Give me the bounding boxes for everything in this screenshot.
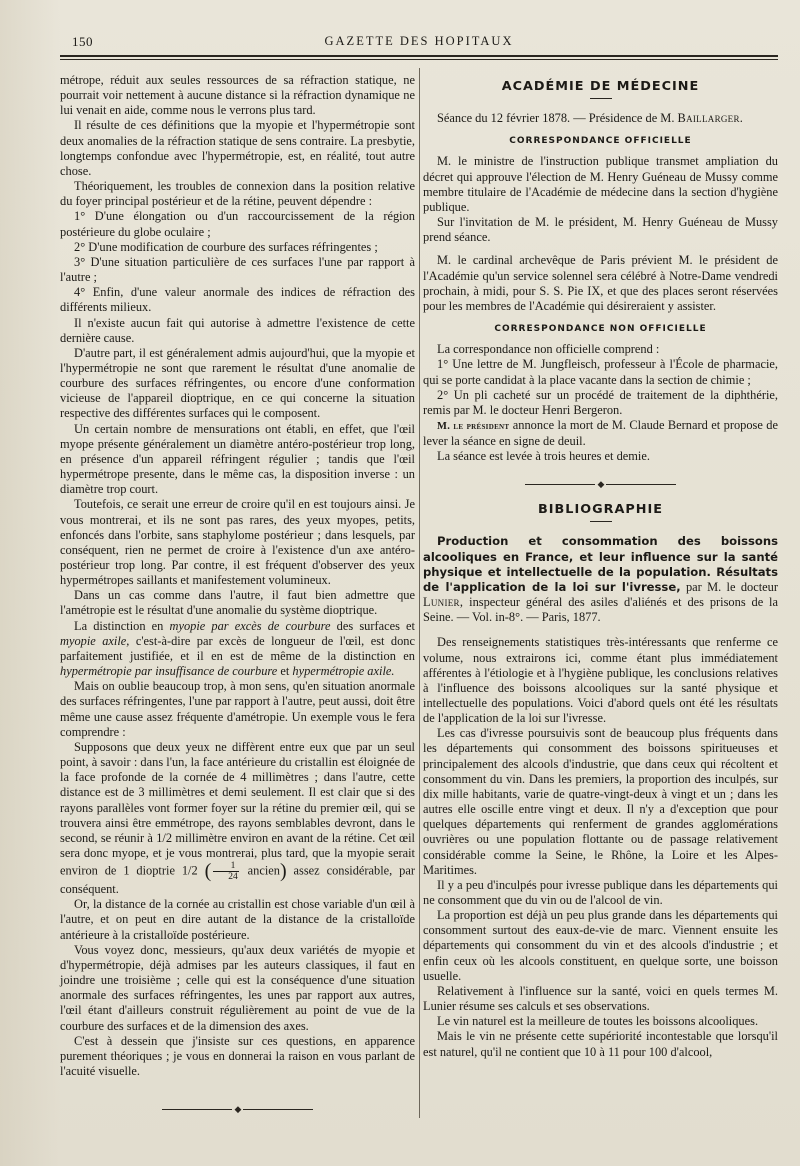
fraction-denominator: 24 (228, 872, 238, 883)
running-title: GAZETTE DES HOPITAUX (324, 34, 514, 48)
text-run: ancien (240, 863, 280, 878)
page-number: 150 (72, 34, 93, 49)
paragraph: Mais le vin ne présente cette supériorité incontestable que lorsqu'il est naturel, qu'il ne contient que 10 à 11 pour 100 d'alcool, (423, 1029, 778, 1059)
paragraph: Dans un cas comme dans l'autre, il faut bien admettre que l'amétropie est le résultat d'une anomalie du système dioptrique. (60, 588, 415, 618)
separator-ornament: ◆ (234, 1103, 241, 1114)
header-rule-thin (60, 59, 778, 60)
nonofficial-correspondence-heading: CORRESPONDANCE NON OFFICIELLE (494, 324, 707, 335)
nonofficial-correspondence (423, 342, 778, 418)
text-run: Séance du 12 février 1878. — Présidence de M. (437, 111, 678, 126)
paragraph: 2° Un pli cacheté sur un procédé de traitement de la diphthérie, remis par M. le docteur Henri Bergeron. (423, 387, 778, 417)
paragraph: Relativement à l'influence sur la santé, voici en quels termes M. Lunier résume ses calculs et ses observations. (423, 983, 778, 1014)
paragraph: Les cas d'ivresse poursuivis sont de beaucoup plus fréquents dans les départements qui consomment des boissons spiritueuses et principalement des alcools d'industrie, que dans ceux qui récoltent et consomment du vin. Dans les premiers, la proportion des inculpés, sur dix mille habitants, varie de quatre-vingt-deux à vingt et un ; dans les autres elle oscille entre vingt et deux. Il n'y a d'exception que pour quelques départements qui renferment de grandes agglomérations ouvrières ou une population flottante ou de passage relativement considérable comme la Seine, le Rhône, la Loire et les Alpes-Maritimes. (423, 726, 778, 877)
session-line (423, 111, 778, 126)
paragraph: La proportion est déjà un peu plus grande dans les départements qui consomment surtout des eaux-de-vie de marc. Viennent ensuite les départements qui consomment du vin et des alcools d'industrie ; et enfin ceux où les alcools constituent, en quelque sorte, une boisson usuelle. (423, 908, 778, 983)
italic-term: hypermétropie axile. (292, 664, 395, 679)
paragraph: Il n'existe aucun fait qui autorise à admettre l'existence de cette dernière cause. (60, 315, 415, 345)
italic-term: hypermétropie par insuffisance de courbure (60, 664, 278, 679)
separator-line (606, 484, 676, 485)
bibliography-title: BIBLIOGRAPHIE (538, 502, 663, 518)
book-entry (423, 534, 778, 625)
italic-term: myopie par excès de courbure (169, 618, 331, 633)
president-announcement (423, 418, 778, 449)
text-run: des surfaces et (330, 618, 415, 633)
paragraph: M. le ministre de l'instruction publique transmet ampliation du décret qui approuve l'élection de M. Henry Guéneau de Mussy comme membre titulaire de l'Académie de médecine dans la section d'hygiène publique. (423, 154, 778, 214)
italic-term: myopie axile, (60, 633, 130, 648)
paragraph: 1° D'une élongation ou d'un raccourcissement de la région postérieure du globe oculaire ; (60, 209, 415, 239)
header-rule-thick (60, 55, 778, 57)
paragraph: Il y a peu d'inculpés pour ivresse publique dans les départements qui ne consomment que du vin ou de l'alcool de vin. (423, 877, 778, 908)
book-title: Production et consommation des boissons alcooliques en France, et leur influence sur la santé physique et intellectuelle de la population. Résultats de l'application de la loi sur l'ivresse, (423, 534, 778, 594)
paragraph: Sur l'invitation de M. le président, M. Henry Guéneau de Mussy prend séance. (423, 215, 778, 245)
title-rule (590, 98, 612, 99)
text-run: inspecteur général des asiles d'aliénés et des prisons de la Seine. — Vol. in-8°. — Paris, 1877. (423, 595, 778, 625)
paren-open: ( (204, 860, 212, 883)
paragraph: Un certain nombre de mensurations ont établi, en effet, que l'œil myope présente généralement un diamètre antéro-postérieur trop long, en présence d'un appareil réfringent régulier ; tandis que l'œil hypermétrope presente, dans le même cas, la disposition inverse : un diamètre trop court. (60, 421, 415, 497)
text-run: et (277, 664, 293, 679)
left-paragraphs (60, 73, 415, 619)
bibliography-paragraphs (423, 635, 778, 1059)
text-run: Supposons que deux yeux ne diffèrent entre eux que par un seul point, à savoir : dans l'un, la face antérieure du cristallin est éloignée de la face profonde de la cornée de 4 millimètres ; dans l'autre, cette distance est de 3 millimètres et demi seulement. Il est clair que si des rayons parallèles vont former foyer sur la rétine du premier œil, qui se trouvera ainsi être emmétrope, des rayons semblables devront, dans le second, se réunir à 1/2 millimètre environ en avant de la rétine. Cet œil sera donc myope, et je vous montrerai, plus tard, que la myopie serait environ de 1 dioptrie 1/2 (60, 739, 415, 878)
text-run: annonce la mort de M. Claude Bernard et propose de lever la séance en signe de deuil. (423, 417, 778, 449)
page-header (60, 30, 778, 60)
text-run: assez considérable, par conséquent. (60, 863, 415, 897)
academy-title: ACADÉMIE DE MÉDECINE (501, 79, 700, 94)
separator-line (243, 1109, 313, 1110)
text-run: La distinction en (74, 618, 170, 633)
text-run: c'est-à-dire par excès de longueur de l'œil, est donc parfaitement justifiée, et il en est de même de la distinction en (60, 633, 415, 663)
left-paragraphs-3 (60, 897, 415, 1079)
left-column (60, 73, 415, 1127)
paragraph: Il résulte de ces définitions que la myopie et l'hypermétropie sont deux anomalies de la réfraction statique de sens contraire. La presbytie, longtemps confondue avec l'hypermétropie, est, en réalité, tout autre chose. (60, 118, 415, 178)
fraction-numerator: 1 (213, 861, 239, 872)
paren-close: ) (279, 860, 287, 883)
paragraph: Des renseignements statistiques très-intéressants que renferme ce volume, nous extrairons ici, comme étant plus immédiatement afférentes à l'étiologie et à l'hygiène publique, les conclusions relatives à l'influence des boissons alcooliques sur la santé physique et intellectuelle des populations. Voici d'abord quels ont été les résultats de l'application de la loi sur l'ivresse. (423, 635, 778, 726)
paragraph: 4° Enfin, d'une valeur anormale des indices de réfraction des différents milieux. (60, 285, 415, 315)
paragraph: 2° D'une modification de courbure des surfaces réfringentes ; (74, 239, 378, 254)
paragraph: Toutefois, ce serait une erreur de croire qu'il en est toujours ainsi. Je vous montrerai, et ils ne sont pas rares, des yeux myopes, petits, enfoncés dans l'orbite, sans staphylome postérieur ; dans lesquels, par conséquent, rien ne permet de croire à l'existence d'un axe antéro-postérieur trop long. Par contre, il est fréquent d'observer des yeux hypermétropes saillants et manifestement volumineux. (60, 497, 415, 588)
right-column (423, 73, 778, 1060)
paragraph: Vous voyez donc, messieurs, qu'aux deux variétés de myopie et d'hypermétropie, déjà admises par les auteurs classiques, il faut en joindre une troisième ; celle qui est la conséquence d'une situation anormale des surfaces réfringentes, les unes par rapport aux autres, l'œil étant d'ailleurs construit régulièrement au point de vue de la courbure des surfaces et de la dimension des axes. (60, 942, 415, 1033)
paragraph: M. le cardinal archevêque de Paris prévient M. le président de l'Académie qu'un service solennel sera célébré à Notre-Dame vendredi prochain, à midi, pour S. S. Pie IX, et que des places seront réservées pour les membres de l'Académie qui désireraient y assister. (423, 253, 778, 313)
title-rule (590, 521, 612, 522)
paragraph: C'est à dessein que j'insiste sur ces questions, en apparence purement théoriques ; je vous en donnerai la raison en vous parlant de l'acuité visuelle. (60, 1033, 415, 1078)
paragraph: D'autre part, il est généralement admis aujourd'hui, que la myopie et l'hypermétropie ne sont que rarement le résultat d'une anomalie de courbure des surfaces réfringentes, ou encore d'une conformation vicieuse de l'appareil dioptrique, en ce qui concerne la situation respective des différentes surfaces qui le composent. (60, 345, 415, 421)
paragraph: Théoriquement, les troubles de connexion dans la position relative du foyer principal postérieur et de la rétine, peuvent dépendre : (60, 179, 415, 209)
president-name: Baillarger. (677, 111, 744, 126)
official-correspondence-heading: CORRESPONDANCE OFFICIELLE (509, 136, 692, 147)
president-label: M. le président (437, 420, 510, 432)
distinction-paragraph (60, 619, 415, 680)
section-separator (60, 1101, 415, 1117)
section-separator (423, 476, 778, 492)
separator-line (162, 1109, 232, 1110)
paragraph: 3° D'une situation particulière de ces surfaces l'une par rapport à l'autre ; (60, 254, 415, 285)
paragraph: 1° Une lettre de M. Jungfleisch, professeur à l'École de pharmacie, qui se porte candidat à la place vacante dans la section de chimie ; (423, 357, 778, 387)
paragraph: métrope, réduit aux seules ressources de sa réfraction statique, ne pourrait voir nettement à aucune distance si la réfraction dynamique ne lui venait en aide, comme nous le verrons plus tard. (60, 73, 415, 118)
column-divider (419, 68, 420, 1118)
text-run: par M. le docteur (680, 579, 778, 594)
paragraph: Mais on oublie beaucoup trop, à mon sens, qu'en situation anormale des surfaces réfringentes, l'une par rapport à l'autre, peut aussi, doit être même une cause assez fréquente d'amétropie. Un exemple vous le fera comprendre : (60, 679, 415, 739)
separator-line (525, 484, 595, 485)
paper-edge-shading (0, 0, 60, 1166)
closing-line: La séance est levée à trois heures et demie. (437, 449, 650, 464)
book-author: Lunier, (423, 595, 464, 610)
paragraph: Le vin naturel est la meilleure de toutes les boissons alcooliques. (437, 1014, 759, 1029)
paragraph: Or, la distance de la cornée au cristallin est chose variable d'un œil à l'autre, et on peut en dire autant de la distance de la cristalloïde antérieure à la cristalloïde postérieure. (60, 897, 415, 942)
example-paragraph (60, 740, 415, 897)
official-correspondence (423, 154, 778, 314)
left-paragraphs-2 (60, 679, 415, 740)
separator-ornament: ◆ (597, 479, 604, 490)
paragraph: La correspondance non officielle comprend : (437, 342, 660, 357)
fraction (213, 861, 239, 882)
